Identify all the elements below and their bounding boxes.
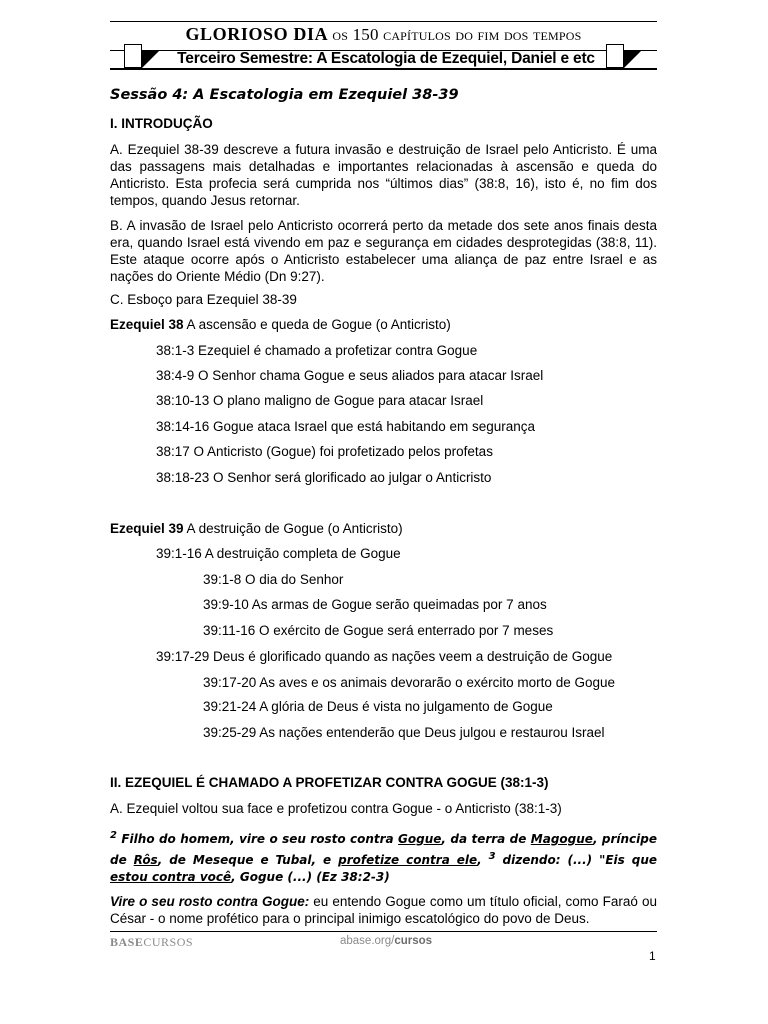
footer-url-plain: abase.org/ [340,935,395,947]
header-subtitle: Terceiro Semestre: A Escatologia de Ezequiel, Daniel e etc [177,50,595,67]
footer-brand-bold: BASE [110,935,144,949]
quote-text: , de Meseque e Tubal, e [157,853,339,867]
header-top-rule [110,21,657,22]
outline-ch39-title: A destruição de Gogue (o Anticristo) [183,521,403,536]
section2-heading: II. EZEQUIEL É CHAMADO A PROFETIZAR CONTRA GOGUE (38:1-3) [110,775,549,790]
outline-ch39-label: Ezequiel 39 [110,521,184,536]
footer-brand-rest: CURSOS [143,935,194,949]
verse-number: 2 [110,830,117,841]
quote-text: , da terra de [441,832,531,846]
outline-subitem: 39:1-8 O dia do Senhor [203,572,344,587]
intro-paragraph-c: C. Esboço para Ezequiel 38-39 [110,292,297,307]
intro-paragraph-a: A. Ezequiel 38-39 descreve a futura invasão e destruição de Israel pelo Anticristo. É uma das passagens mais detalhadas e importantes relacionadas à ascensão e queda do Anticristo. Esta profecia será cumprida nos “últimos dias” (38:8, 16), isto é, no fim dos tempos, quando Jesus retornar. [110,142,657,208]
outline-subitem: 39:11-16 O exército de Gogue será enterrado por 7 meses [203,623,554,638]
para-b-label: Vire o seu rosto contra Gogue: [110,894,310,909]
quote-text: Filho do homem, vire o seu rosto contra [116,832,399,846]
header-left-triangle [142,50,160,68]
header-band [110,44,657,70]
outline-item: 38:1-3 Ezequiel é chamado a profetizar contra Gogue [156,343,478,358]
outline-ch38-label: Ezequiel 38 [110,317,184,332]
quote-text: , príncipe de [110,832,658,867]
verse-number: 3 [488,851,496,862]
quote-underlined: Magogue [530,832,593,846]
header-right-box [606,44,624,68]
header-left-box [124,44,142,68]
outline-item: 38:17 O Anticristo (Gogue) foi profetizado pelos profetas [156,444,493,459]
outline-ch38-heading [110,317,451,332]
outline-group: 39:1-16 A destruição completa de Gogue [156,546,401,561]
outline-item: 38:4-9 O Senhor chama Gogue e seus aliados para atacar Israel [156,368,544,383]
outline-subitem: 39:17-20 As aves e os animais devorarão o exército morto de Gogue [203,675,615,690]
outline-subitem: 39:25-29 As nações entenderão que Deus julgou e restaurou Israel [203,725,605,740]
quote-text: , Gogue (...) (Ez 38:2-3) [231,870,390,884]
page-number: 1 [649,949,656,963]
section2-paragraph-b [110,893,657,927]
quote-underlined: profetize contra ele [338,853,478,867]
header-tagline: os 150 capítulos do fim dos tempos [332,25,582,44]
outline-item: 38:10-13 O plano maligno de Gogue para atacar Israel [156,393,484,408]
intro-heading: I. INTRODUÇÃO [110,116,213,131]
section2-paragraph-a: A. Ezequiel voltou sua face e profetizou contra Gogue - o Anticristo (38:1-3) [110,801,562,816]
quote-underlined: Rôs [133,853,158,867]
header-bottom-rule [110,68,657,70]
footer-brand [110,935,193,950]
header-right-triangle [624,50,642,68]
outline-ch39-heading [110,521,403,536]
session-title: Sessão 4: A Escatologia em Ezequiel 38-39 [110,87,459,103]
footer-rule [110,931,657,932]
para-b-text: eu entendo Gogue como um título oficial, como Faraó ou César - o nome profético para o principal inimigo escatológico do povo de Deus. [110,894,657,926]
outline-subitem: 39:21-24 A glória de Deus é vista no julgamento de Gogue [203,699,553,714]
header-title [110,24,657,45]
intro-paragraph-b: B. A invasão de Israel pelo Anticristo ocorrerá perto da metade dos sete anos finais desta era, quando Israel está vivendo em paz e segurança em cidades desprotegidas (38:8, 11). Este ataque ocorre após o Anticristo estabelecer uma aliança de paz entre Israel e as nações do Oriente Médio (Dn 9:27). [110,218,657,284]
header-brand: GLORIOSO DIA [185,24,329,44]
scripture-quote [110,827,657,886]
footer-url[interactable] [340,935,432,947]
outline-subitem: 39:9-10 As armas de Gogue serão queimadas por 7 anos [203,597,547,612]
outline-ch38-title: A ascensão e queda de Gogue (o Anticristo) [183,317,451,332]
footer-url-bold: cursos [394,935,433,947]
quote-underlined: Gogue [398,832,442,846]
outline-group: 39:17-29 Deus é glorificado quando as nações veem a destruição de Gogue [156,649,613,664]
outline-item: 38:18-23 O Senhor será glorificado ao julgar o Anticristo [156,470,492,485]
outline-item: 38:14-16 Gogue ataca Israel que está habitando em segurança [156,419,536,434]
quote-underlined: estou contra você [110,870,232,884]
quote-text: , [477,853,489,867]
quote-text: dizendo: (...) "Eis que [495,853,658,867]
